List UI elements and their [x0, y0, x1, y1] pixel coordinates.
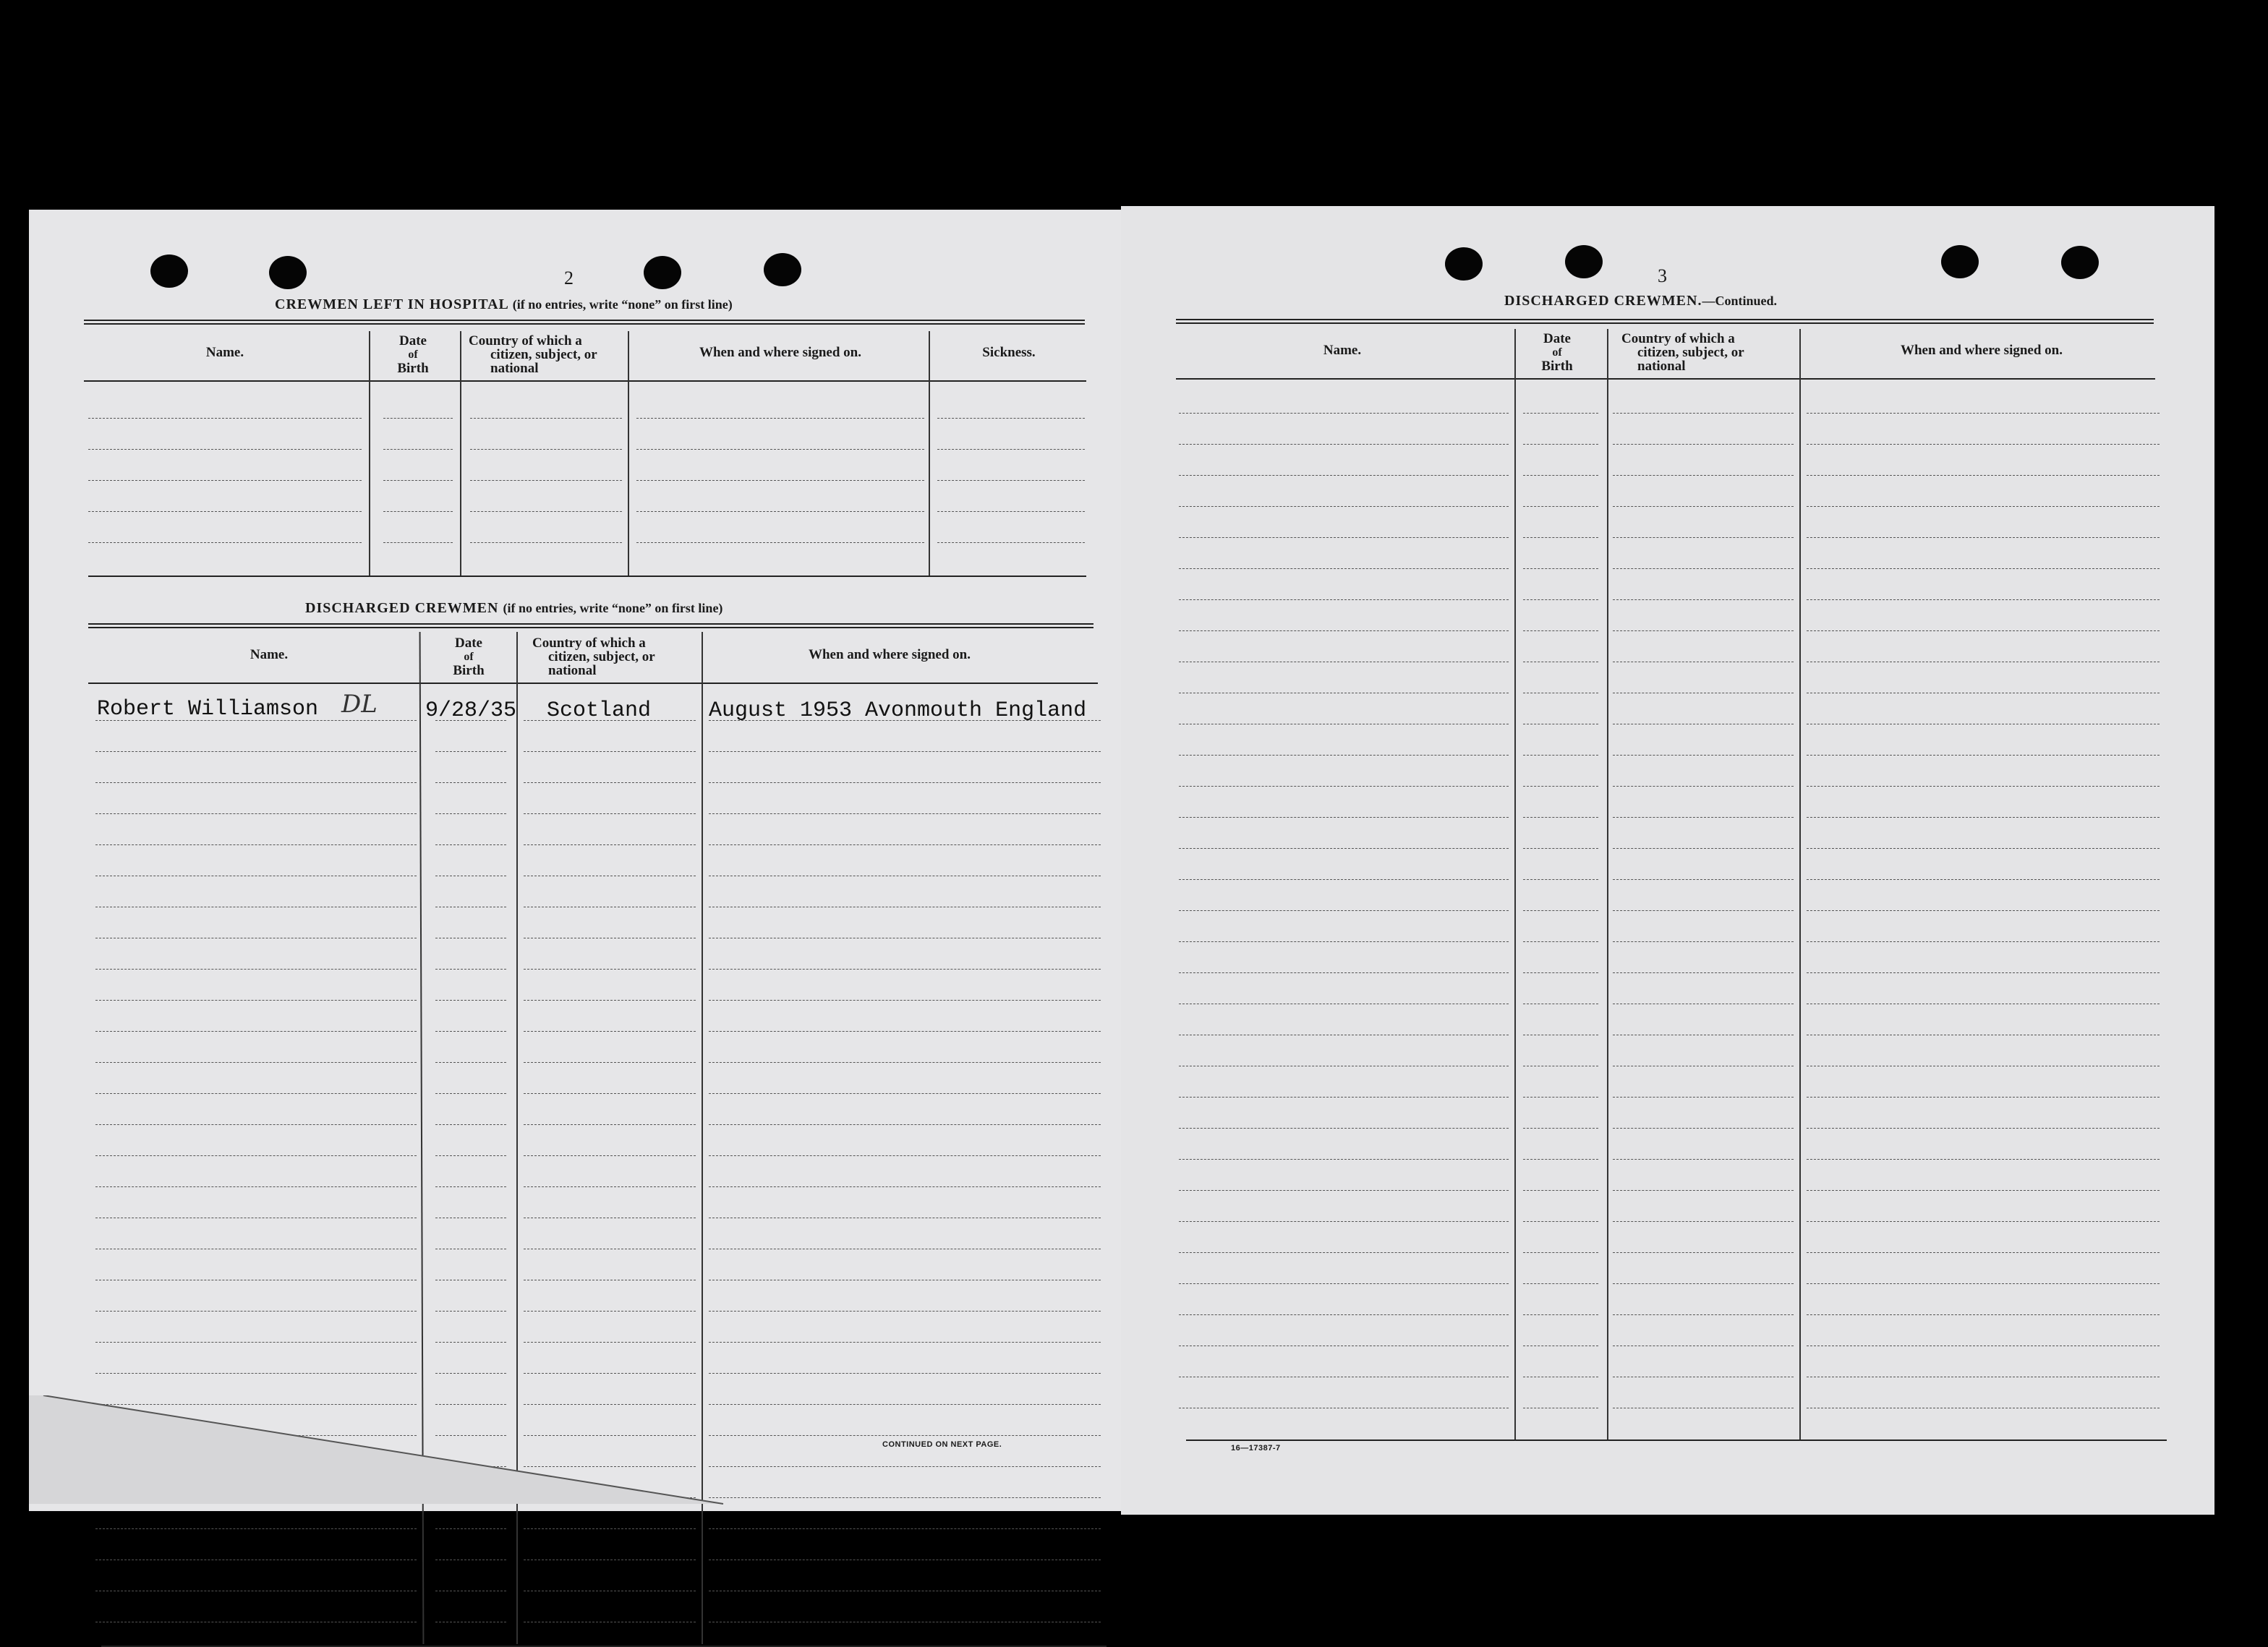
- entry-line: [1523, 1159, 1598, 1160]
- entry-line: [88, 449, 362, 450]
- entry-line: [524, 1342, 696, 1343]
- dob-line: of: [464, 651, 474, 663]
- right-top-rule: [1176, 319, 2154, 324]
- entry-line: [88, 542, 362, 543]
- entry-line: [1523, 1221, 1598, 1222]
- entry-line: [1807, 1097, 2160, 1098]
- punch-hole: [1565, 245, 1603, 278]
- entry-line: [1179, 1159, 1509, 1160]
- entry-line: [435, 969, 506, 970]
- entry-line: [1613, 972, 1794, 973]
- entry-line: [383, 480, 453, 481]
- entry-line: [709, 1466, 1101, 1467]
- entry-line: [95, 720, 417, 721]
- entry-line: [1807, 1283, 2160, 1284]
- entry-line: [709, 1093, 1101, 1094]
- entry-line: [709, 844, 1101, 845]
- entry-line: [709, 1000, 1101, 1001]
- entry-line: [524, 1093, 696, 1094]
- discharged-header-name: Name.: [250, 647, 289, 662]
- entry-line: [1807, 848, 2160, 849]
- entry-line: [1523, 630, 1598, 631]
- entry-line: [1523, 1190, 1598, 1191]
- entry-line: [1807, 630, 2160, 631]
- entry-line: [709, 1342, 1101, 1343]
- entry-line: [1807, 506, 2160, 507]
- column-divider: [1607, 329, 1608, 1441]
- form-number: 16—17387-7: [1231, 1444, 1281, 1453]
- entry-line: [1179, 1097, 1509, 1098]
- entry-line: [1523, 879, 1598, 880]
- column-divider: [1799, 329, 1801, 1441]
- left-page: [29, 210, 1135, 1511]
- entry-line: [1807, 941, 2160, 942]
- country-line: Country of which a: [532, 636, 646, 651]
- country-line: national: [1637, 359, 1686, 374]
- entry-line: [1523, 1252, 1598, 1253]
- entry-line: [435, 1000, 506, 1001]
- entry-line: [1523, 475, 1598, 476]
- entry-line: [435, 1311, 506, 1312]
- discharged-title-note: (if no entries, write “none” on first line): [503, 601, 723, 615]
- entry-line: [383, 418, 453, 419]
- punch-hole: [644, 256, 681, 289]
- entry-line: [95, 813, 417, 814]
- entry-signed-on: August 1953 Avonmouth England: [709, 698, 1087, 723]
- entry-line: [1807, 1221, 2160, 1222]
- entry-line: [88, 511, 362, 512]
- country-line: citizen, subject, or: [1637, 345, 1744, 360]
- entry-dob: 9/28/35: [425, 698, 517, 723]
- entry-line: [524, 1186, 696, 1187]
- entry-line: [1523, 910, 1598, 911]
- entry-line: [709, 1124, 1101, 1125]
- entry-line: [1613, 599, 1794, 600]
- entry-line: [636, 449, 924, 450]
- entry-line: [95, 969, 417, 970]
- entry-line: [1523, 848, 1598, 849]
- entry-line: [1179, 972, 1509, 973]
- entry-line: [470, 511, 622, 512]
- entry-line: [1807, 755, 2160, 756]
- entry-line: [524, 844, 696, 845]
- entry-line: [524, 1528, 696, 1529]
- entry-line: [1613, 941, 1794, 942]
- entry-line: [95, 1062, 417, 1063]
- entry-line: [524, 1373, 696, 1374]
- entry-line: [709, 1155, 1101, 1156]
- entry-line: [1179, 1252, 1509, 1253]
- entry-name: Robert Williamson: [97, 697, 319, 722]
- entry-line: [95, 1124, 417, 1125]
- entry-line: [1613, 413, 1794, 414]
- entry-line: [1613, 475, 1794, 476]
- entry-line: [1613, 630, 1794, 631]
- entry-line: [1613, 879, 1794, 880]
- entry-line: [435, 720, 506, 721]
- entry-line: [1807, 786, 2160, 787]
- entry-line: [709, 1311, 1101, 1312]
- right-title-note: —Continued.: [1702, 294, 1777, 308]
- discharged-title-text: DISCHARGED CREWMEN: [305, 600, 499, 616]
- hospital-title-text: CREWMEN LEFT IN HOSPITAL: [275, 296, 508, 312]
- entry-country: Scotland: [547, 698, 652, 723]
- entry-line: [1807, 1159, 2160, 1160]
- entry-line: [383, 542, 453, 543]
- entry-line: [435, 751, 506, 752]
- entry-line: [1523, 786, 1598, 787]
- entry-line: [524, 1155, 696, 1156]
- entry-line: [709, 782, 1101, 783]
- entry-line: [1523, 537, 1598, 538]
- entry-line: [709, 1373, 1101, 1374]
- discharged-header-dob: [422, 636, 515, 677]
- entry-line: [470, 542, 622, 543]
- entry-line: [636, 511, 924, 512]
- entry-line: [709, 751, 1101, 752]
- right-section-title: [1504, 293, 1777, 309]
- entry-line: [1613, 1159, 1794, 1160]
- entry-line: [95, 1342, 417, 1343]
- entry-line: [1613, 568, 1794, 569]
- country-line: national: [490, 361, 539, 376]
- entry-line: [524, 1062, 696, 1063]
- entry-line: [1807, 599, 2160, 600]
- page-number: 3: [1658, 265, 1667, 286]
- entry-line: [95, 1528, 417, 1529]
- entry-line: [1523, 941, 1598, 942]
- discharged-header-country: [532, 636, 706, 677]
- punch-hole: [269, 256, 307, 289]
- entry-line: [1179, 444, 1509, 445]
- punch-hole: [1941, 245, 1979, 278]
- entry-line: [1179, 1221, 1509, 1222]
- entry-line: [435, 1373, 506, 1374]
- entry-line: [709, 1528, 1101, 1529]
- hospital-header-sickness: Sickness.: [982, 345, 1036, 360]
- entry-line: [1807, 413, 2160, 414]
- entry-initials: DL: [341, 690, 378, 719]
- entry-line: [1613, 1128, 1794, 1129]
- entry-line: [95, 782, 417, 783]
- country-line: Country of which a: [1621, 331, 1735, 346]
- entry-line: [1807, 537, 2160, 538]
- entry-line: [1613, 1097, 1794, 1098]
- hospital-header-name: Name.: [205, 345, 244, 360]
- country-line: Country of which a: [469, 333, 582, 348]
- entry-line: [1613, 786, 1794, 787]
- entry-line: [435, 813, 506, 814]
- entry-line: [435, 1342, 506, 1343]
- discharged-header-rule: [88, 683, 1098, 684]
- entry-line: [435, 1124, 506, 1125]
- entry-line: [1179, 1283, 1509, 1284]
- entry-line: [1523, 817, 1598, 818]
- entry-line: [435, 782, 506, 783]
- entry-line: [937, 511, 1085, 512]
- entry-line: [1807, 1252, 2160, 1253]
- column-divider: [929, 331, 930, 576]
- entry-line: [524, 1311, 696, 1312]
- discharged-section-title: [305, 600, 722, 617]
- entry-line: [95, 1031, 417, 1032]
- entry-line: [1179, 537, 1509, 538]
- entry-line: [470, 418, 622, 419]
- hospital-header-signed-on: When and where signed on.: [699, 345, 861, 360]
- entry-line: [937, 449, 1085, 450]
- entry-line: [1807, 475, 2160, 476]
- entry-line: [1523, 1097, 1598, 1098]
- entry-line: [1179, 941, 1509, 942]
- entry-line: [524, 969, 696, 970]
- entry-line: [1179, 1190, 1509, 1191]
- entry-line: [1523, 599, 1598, 600]
- entry-line: [1523, 1314, 1598, 1315]
- entry-line: [435, 844, 506, 845]
- punch-hole: [764, 253, 801, 286]
- entry-line: [1179, 475, 1509, 476]
- column-divider: [460, 331, 461, 576]
- entry-line: [524, 782, 696, 783]
- dob-line: Birth: [397, 361, 429, 376]
- entry-line: [1179, 413, 1509, 414]
- discharged-header-signed-on: When and where signed on.: [808, 647, 971, 662]
- entry-line: [1613, 910, 1794, 911]
- entry-line: [1613, 755, 1794, 756]
- entry-line: [937, 542, 1085, 543]
- hospital-section-title: [275, 296, 733, 313]
- hospital-bottom-rule: [88, 576, 1086, 577]
- entry-line: [1523, 1128, 1598, 1129]
- entry-line: [1807, 972, 2160, 973]
- entry-line: [1523, 444, 1598, 445]
- entry-line: [524, 720, 696, 721]
- entry-line: [1613, 537, 1794, 538]
- entry-line: [383, 511, 453, 512]
- entry-line: [524, 751, 696, 752]
- entry-line: [88, 418, 362, 419]
- entry-line: [524, 1124, 696, 1125]
- entry-line: [1179, 817, 1509, 818]
- entry-line: [524, 813, 696, 814]
- entry-line: [636, 542, 924, 543]
- entry-line: [709, 1404, 1101, 1405]
- entry-line: [636, 418, 924, 419]
- discharged-top-rule: [88, 623, 1094, 628]
- entry-line: [937, 480, 1085, 481]
- hospital-header-dob: [369, 334, 457, 375]
- column-divider: [628, 331, 629, 576]
- entry-line: [1807, 568, 2160, 569]
- punch-hole: [1445, 247, 1483, 281]
- entry-line: [435, 1062, 506, 1063]
- right-page: [1121, 206, 2214, 1515]
- entry-line: [95, 1155, 417, 1156]
- entry-line: [524, 1031, 696, 1032]
- entry-line: [1613, 444, 1794, 445]
- entry-line: [1807, 1190, 2160, 1191]
- entry-line: [95, 844, 417, 845]
- entry-line: [636, 480, 924, 481]
- entry-line: [937, 418, 1085, 419]
- entry-line: [1807, 910, 2160, 911]
- entry-line: [1807, 879, 2160, 880]
- entry-line: [95, 751, 417, 752]
- page-curl: [29, 1395, 752, 1511]
- entry-line: [435, 1528, 506, 1529]
- entry-line: [524, 1000, 696, 1001]
- entry-line: [1179, 568, 1509, 569]
- hospital-header-rule: [84, 380, 1086, 382]
- hospital-top-rule: [84, 320, 1085, 325]
- entry-line: [1523, 972, 1598, 973]
- entry-line: [1613, 1314, 1794, 1315]
- entry-line: [1613, 1221, 1794, 1222]
- page-number: 2: [564, 268, 574, 288]
- entry-line: [1523, 413, 1598, 414]
- continued-note: CONTINUED ON NEXT PAGE.: [882, 1440, 1002, 1449]
- entry-line: [709, 813, 1101, 814]
- entry-line: [1613, 1190, 1794, 1191]
- entry-line: [1807, 817, 2160, 818]
- punch-hole: [2061, 246, 2099, 279]
- entry-line: [709, 1031, 1101, 1032]
- right-header-signed-on: When and where signed on.: [1900, 343, 2063, 358]
- entry-line: [1523, 506, 1598, 507]
- entry-line: [383, 449, 453, 450]
- dob-line: Date: [455, 636, 482, 651]
- entry-line: [709, 1062, 1101, 1063]
- dob-line: Date: [399, 333, 427, 348]
- entry-line: [435, 1155, 506, 1156]
- dob-line: Birth: [453, 663, 485, 678]
- entry-line: [95, 1000, 417, 1001]
- entry-line: [435, 1093, 506, 1094]
- entry-line: [95, 1373, 417, 1374]
- entry-line: [709, 1435, 1101, 1436]
- entry-line: [1807, 444, 2160, 445]
- entry-line: [435, 1186, 506, 1187]
- right-bottom-rule: [1186, 1439, 2167, 1441]
- entry-line: [1613, 817, 1794, 818]
- entry-line: [1179, 848, 1509, 849]
- country-line: national: [548, 663, 597, 678]
- country-line: citizen, subject, or: [548, 649, 655, 664]
- dob-line: Birth: [1541, 359, 1573, 374]
- column-divider: [1514, 329, 1516, 1441]
- entry-line: [95, 1186, 417, 1187]
- entry-line: [1613, 1283, 1794, 1284]
- entry-line: [1179, 910, 1509, 911]
- entry-line: [1613, 848, 1794, 849]
- entry-line: [709, 969, 1101, 970]
- right-header-country: [1621, 332, 1795, 373]
- right-header-name: Name.: [1323, 343, 1362, 358]
- entry-line: [1179, 599, 1509, 600]
- entry-line: [470, 449, 622, 450]
- entry-line: [1179, 506, 1509, 507]
- entry-line: [1613, 1252, 1794, 1253]
- entry-line: [435, 1031, 506, 1032]
- dob-line: of: [1552, 346, 1562, 359]
- entry-line: [1807, 1314, 2160, 1315]
- right-title-text: DISCHARGED CREWMEN.: [1504, 293, 1702, 309]
- entry-line: [1523, 755, 1598, 756]
- entry-line: [1523, 1283, 1598, 1284]
- entry-line: [709, 1186, 1101, 1187]
- column-divider: [369, 331, 370, 576]
- entry-line: [1807, 1128, 2160, 1129]
- right-header-dob: [1513, 332, 1601, 373]
- entry-line: [1179, 786, 1509, 787]
- country-line: citizen, subject, or: [490, 347, 597, 362]
- dob-line: Date: [1543, 331, 1571, 346]
- entry-line: [1179, 1314, 1509, 1315]
- entry-line: [470, 480, 622, 481]
- entry-line: [1179, 630, 1509, 631]
- entry-line: [1613, 506, 1794, 507]
- entry-line: [95, 1093, 417, 1094]
- entry-line: [709, 720, 1101, 721]
- punch-hole: [150, 254, 188, 288]
- dob-line: of: [408, 348, 418, 361]
- entry-line: [88, 480, 362, 481]
- right-header-rule: [1176, 378, 2155, 380]
- entry-line: [1523, 568, 1598, 569]
- hospital-header-country: [469, 334, 642, 375]
- entry-line: [709, 1497, 1101, 1498]
- entry-line: [1179, 879, 1509, 880]
- entry-line: [1179, 1128, 1509, 1129]
- entry-line: [95, 1311, 417, 1312]
- entry-line: [1179, 755, 1509, 756]
- hospital-title-note: (if no entries, write “none” on first line): [512, 297, 733, 312]
